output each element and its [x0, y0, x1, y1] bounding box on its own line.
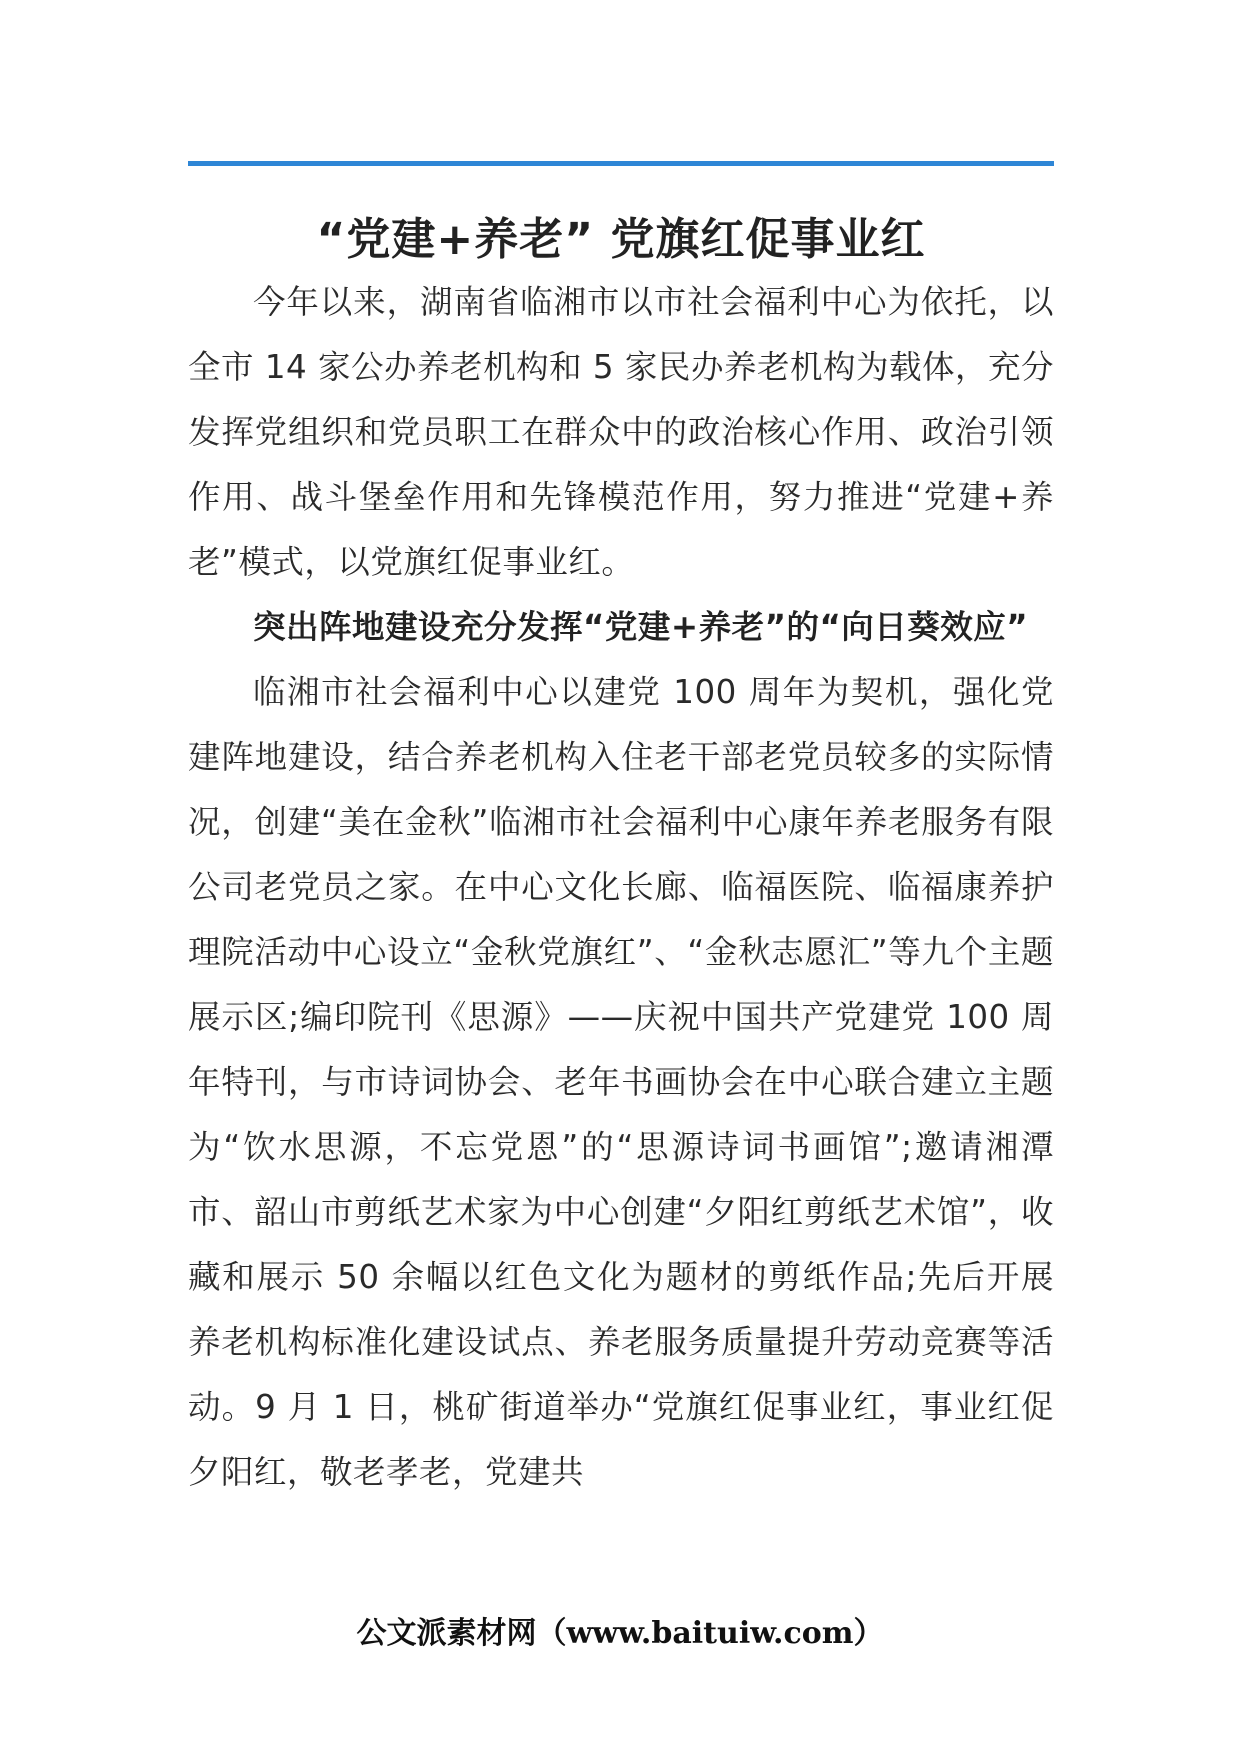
- section-heading: 突出阵地建设充分发挥“党建+养老”的“向日葵效应”: [253, 608, 1029, 646]
- document-body: [188, 210, 1054, 1505]
- footer-source: 公文派素材网（www.baituiw.com）: [356, 1616, 884, 1651]
- body-paragraph: 临湘市社会福利中心以建党 100 周年为契机，强化党建阵地建设，结合养老机构入住老干部老党员较多的实际情况，创建“美在金秋”临湘市社会福利中心康年养老服务有限公司老党员之家。在中心文化长廊、临福医院、临福康养护理院活动中心设立“金秋党旗红”、“金秋志愿汇”等九个主题展示区;编印院刊《思源》——庆祝中国共产党建党 100 周年特刊，与市诗词协会、老年书画协会在中心联合建立主题为“饮水思源，不忘党恩”的“思源诗词书画馆”;邀请湘潭市、韶山市剪纸艺术家为中心创建“夕阳红剪纸艺术馆”，收藏和展示 50 余幅以红色文化为题材的剪纸作品;先后开展养老机构标准化建设试点、养老服务质量提升劳动竞赛等活动。9 月 1 日，桃矿街道举办“党旗红促事业红，事业红促夕阳红，敬老孝老，党建共: [188, 673, 1054, 1491]
- document-title: “党建+养老” 党旗红促事业红: [316, 214, 926, 265]
- header-rule: [188, 161, 1054, 166]
- intro-paragraph: 今年以来，湖南省临湘市以市社会福利中心为依托，以全市 14 家公办养老机构和 5 家民办养老机构为载体，充分发挥党组织和党员职工在群众中的政治核心作用、政治引领作用、战斗堡垒作用和先锋模范作用，努力推进“党建+养老”模式，以党旗红促事业红。: [188, 283, 1054, 581]
